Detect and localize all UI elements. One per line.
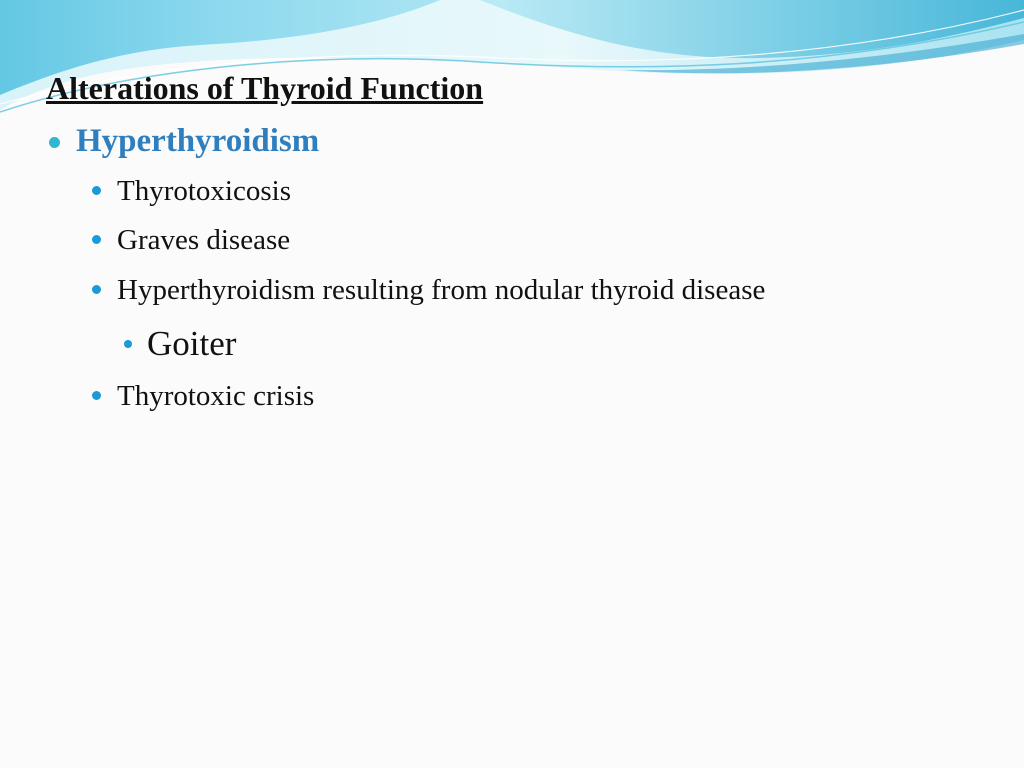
- bullet-dot-icon: [92, 235, 101, 244]
- slide-title: Alterations of Thyroid Function: [46, 70, 484, 106]
- bullet-text: Hyperthyroidism: [76, 123, 320, 159]
- bullet-dot-icon: [124, 340, 132, 348]
- bullet-dot-icon: [92, 391, 101, 400]
- bullet-thyrotoxicosis: [92, 171, 291, 211]
- bullet-text: Goiter: [147, 324, 237, 363]
- bullet-dot-icon: [92, 186, 101, 195]
- bullet-hyperthyroidism: [48, 119, 319, 163]
- bullet-dot-icon: [92, 285, 101, 294]
- bullet-text: Thyrotoxicosis: [117, 175, 291, 207]
- bullet-text: Hyperthyroidism resulting from nodular thyroid disease: [117, 274, 766, 306]
- bullet-dot-icon: [49, 137, 60, 148]
- bullet-graves-disease: [92, 220, 290, 260]
- bullet-nodular-thyroid-disease: [92, 270, 765, 310]
- bullet-text: Graves disease: [117, 224, 291, 256]
- bullet-thyrotoxic-crisis: [92, 376, 314, 416]
- bullet-goiter: [124, 322, 236, 366]
- bullet-text: Thyrotoxic crisis: [117, 380, 315, 412]
- decorative-wave-banner: [0, 0, 1024, 130]
